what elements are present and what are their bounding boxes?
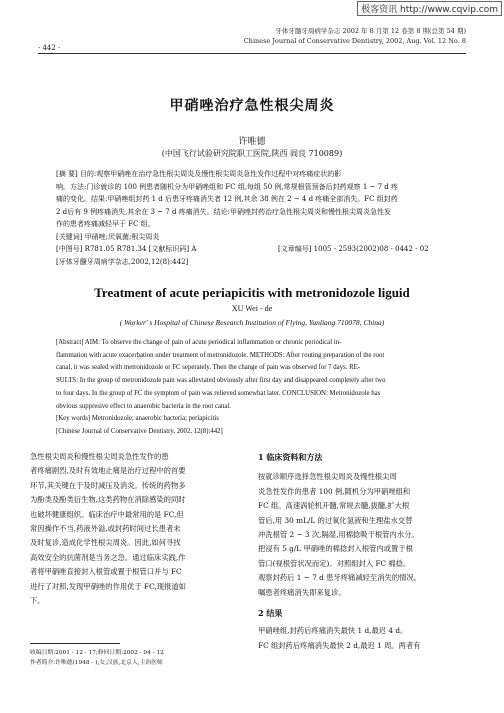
journal-header-en: Chinese Journal of Conservative Dentistry, 2002, Aug. Vol. 12 No. 8 [243, 37, 466, 45]
footnotes [30, 648, 164, 668]
body-line: 高效安全的抗菌剂是当务之急。通过临床实践,作 [30, 552, 186, 562]
abstract-en-line: canal, it was sealed with metronidozole or FC seperately. Then the change of pain was observed for 7 days. RE- [56, 364, 361, 372]
body-line: 常因操作不当,药液外溢,或封药时间过长患者未 [30, 524, 181, 534]
body-line: 急性根尖周炎和慢性根尖周炎急性发作的患 [30, 452, 169, 461]
article-number: [文章编号] 1005 - 2593(2002)08 - 0442 - 02 [278, 245, 429, 253]
body-line: 管后,用 30 mL/L 的过氧化氢液和生理盐水交替 [258, 515, 413, 525]
body-line: 观察封药后 1 ~ 7 d 患牙疼痛减轻至消失的情况。 [258, 573, 422, 583]
affiliation-en: ( Worker' s Hospital of Chinese Research Institution of Flying, Yanliang 710078, China) [119, 318, 385, 327]
keywords-cn: [关键词] 甲硝唑;厌氧菌;根尖周炎 [56, 232, 160, 241]
left-column [30, 450, 240, 608]
body-line: 也破坏健康组织。临床治疗中最常用的是 FC,但 [30, 509, 184, 519]
footnote-received: 收稿日期:2001 - 12 - 17;修回日期:2002 - 04 - 12 [30, 650, 164, 656]
body-line: 甲硝唑组,封药后疼痛消失最快 1 d,最迟 4 d。 [258, 626, 408, 636]
body-line: 下。 [30, 596, 45, 606]
right-column [258, 450, 472, 653]
page-number: · 442 · [38, 44, 61, 52]
body-line: FC 组封药后疼痛消失最快 2 d,最迟 1 周。两者有 [258, 640, 421, 650]
body-line: 冲洗根管 2 ~ 3 次,隔湿,用棉捻吸干根管内水分。 [258, 530, 419, 540]
section-heading-1: 1 临床资料和方法 [258, 452, 323, 462]
abstract-en-line: flammation with acute exacerbation under treatment of metronidozole. METHODS: After routing preparation of the root [56, 351, 385, 359]
abstract-en [56, 337, 444, 439]
body-line: 者将甲硝唑直接封入根管或置于根管口并与 FC [30, 567, 182, 577]
abstract-cn-line: 2 d后有 9 例疼痛消失,其余在 3 ~ 7 d 疼痛消失。结论:甲硝唑封药治疗急性根尖周炎和慢性根尖周炎急性发 [56, 207, 392, 216]
abstract-cn [56, 168, 444, 268]
abstract-en-line: to four days. In the group of FC the symptom of pain was relieved somewhat later. CONCLUSION: Metronidozole has [56, 389, 381, 397]
body-line: FC 组。高速涡轮机开髓,常规去髓,拔髓,扩大根 [258, 501, 410, 511]
abstract-cn-line: 响。方法:门诊就诊的 100 例患者随机分为甲硝唑组和 FC 组,每组 50 例,常规根管预备后封药观察 1 ~ 7 d 疼 [56, 182, 399, 191]
source-stamp: 极客资讯 http://www.cqvip.com [357, 1, 502, 16]
affiliation-cn: (中国飞行试验研究院职工医院,陕西 阎良 710089) [161, 149, 343, 158]
footnote-author: 作者简介:许唯德(1948 - ),女,汉族,北京人,主治医师 [30, 660, 163, 666]
body-line: 管口(视根管状况而定)。对照组封入 FC 棉捻。 [258, 558, 411, 568]
body-line: 环节,其关键在于及时减压及消炎。传统的药物多 [30, 480, 186, 490]
abstract-cn-line: 作的患者疼痛减轻早于 FC 组。 [56, 220, 155, 228]
title-en: Treatment of acute periapicitis with metronidozole liguid [94, 285, 410, 300]
citation-en: [Chinese Journal of Conservative Dentistry, 2002, 12(8):442] [56, 427, 223, 435]
body-line: 者疼痛剧烈,及时有效地止痛是治疗过程中的首要 [30, 466, 186, 476]
body-line: 为酚类及酚类衍生物,这类药物在消除感染的同时 [30, 495, 186, 505]
abstract-en-line: SULTS: In the group of metronidozole pain was alleviated obviously after first day and disappeared completely after two [56, 377, 386, 385]
body-line: 按就诊顺序选择急性根尖周炎及慢性根尖周 [258, 472, 397, 482]
author-en: XU Wei - de [231, 304, 273, 313]
citation-cn: [牙体牙髓牙周病学杂志,2002,12(8):442] [56, 257, 189, 266]
title-cn: 甲硝唑治疗急性根尖周炎 [169, 98, 335, 114]
keywords-en: [Key words] Metronidozole; anaerobic bacteria; periapicitis [56, 415, 219, 423]
abstract-en-line: obvious suppresive effect to anaerobic bacteria in the root canal. [56, 402, 232, 410]
abstract-cn-line: 痛的变化。结果:甲硝唑组封药 1 d 后患牙疼痛消失者 12 例,其余 38 例在 2 ~ 4 d 疼痛全部消失。FC 组封药 [56, 195, 398, 203]
section-heading-2: 2 结果 [258, 608, 283, 619]
author-cn: 许唯德 [238, 137, 266, 147]
footnote-rule [30, 643, 120, 644]
journal-header-cn: 牙体牙髓牙周病学杂志 2002 年 8 月第 12 卷第 8 期(总第 54 期) [275, 27, 466, 35]
classification-cn: [中图号] R781.05 R781.34 [文献标识码] A [56, 245, 197, 253]
body-line: 嘱患者疼痛消失即来复诊。 [258, 587, 346, 597]
header-rule [38, 53, 466, 54]
abstract-cn-line: [摘 要] 目的:观察甲硝唑在治疗急性根尖周炎及慢性根尖周炎急性发作过程中对疼痛症状的影 [56, 170, 342, 178]
body-line: 及时复诊,造成化学性根尖周炎。因此,如何寻找 [30, 538, 181, 548]
body-line: 炎急性发作的患者 100 例,随机分为甲硝唑组和 [258, 486, 411, 496]
abstract-en-line: [Abstract] AIM: To observe the change of pain of acute periodical inflammation or chronic periodical in- [56, 339, 342, 346]
body-line: 把浸有 5 g/L 甲硝唑的棉捻封入根管内或置于根 [258, 544, 413, 554]
body-line: 进行了对照,发现甲硝唑的作用优于 FC,现报道如 [30, 581, 186, 591]
